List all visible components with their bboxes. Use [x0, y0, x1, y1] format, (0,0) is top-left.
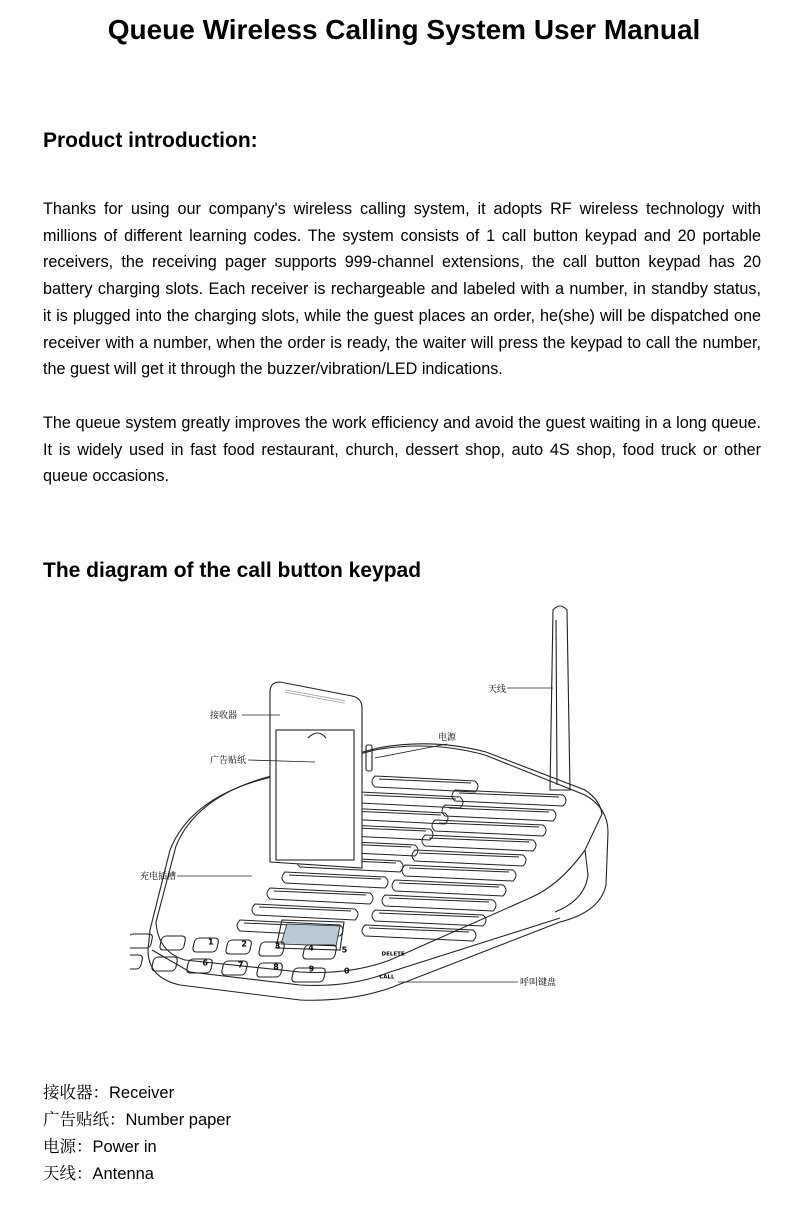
charging-slot	[372, 776, 478, 792]
diagram-heading: The diagram of the call button keypad	[43, 559, 422, 582]
document-title: Queue Wireless Calling System User Manual	[107, 14, 701, 45]
charging-slot-groove	[389, 898, 489, 902]
svg-text:DELETE: DELETE	[381, 951, 405, 958]
charging-slot-groove	[439, 823, 539, 827]
charging-slot-groove	[449, 808, 549, 812]
charging-slot	[357, 792, 463, 808]
receiver-pager	[270, 682, 362, 868]
legend	[43, 1080, 231, 1188]
keypad-buttons	[130, 934, 405, 982]
intro-paragraph: Thanks for using our company's wireless calling system, it adopts RF wireless technology with millions of different learning codes. The system consists of 1 call button keypad and 20 portable receivers, the receiving pager supports 999-channel extensions, the call button keypad has 20 battery charging slots. Each receiver is rechargeable and labeled with a number, in standby status, it is plugged into the charging slots, while the guest places an order, he(she) will be dispatched one receiver with a number, when the order is ready, the waiter will press the keypad to call the number, the guest will get it through the buzzer/vibration/LED indications.	[43, 200, 761, 379]
charging-slot-groove	[409, 868, 509, 872]
legend-item-receiver: 接收器：Receiver	[43, 1084, 175, 1102]
keypad-diagram	[130, 600, 630, 1030]
charging-slot	[442, 805, 556, 821]
svg-text:6: 6	[202, 958, 208, 968]
charging-slot	[402, 865, 516, 881]
legend-item-power: 电源：Power in	[43, 1138, 157, 1156]
charging-slot-groove	[259, 907, 351, 911]
keypad-key	[302, 945, 405, 959]
callout-power: 电源	[438, 733, 457, 743]
charging-slot	[452, 790, 566, 806]
power-socket	[366, 745, 372, 771]
legend-item-number-paper: 广告贴纸：Number paper	[43, 1111, 231, 1129]
antenna-icon	[550, 606, 570, 790]
callout-keypad: 呼叫键盘	[520, 978, 557, 988]
svg-text:3: 3	[274, 941, 281, 951]
charging-slot	[412, 850, 526, 866]
svg-text:8: 8	[273, 962, 279, 972]
charging-slot-groove	[274, 891, 366, 895]
callout-antenna: 天线	[488, 685, 507, 695]
charging-slot-groove	[349, 811, 441, 815]
callout-number-paper: 广告贴纸	[210, 756, 247, 766]
charging-slot-groove	[459, 793, 559, 797]
charging-slot	[432, 820, 546, 836]
svg-text:1: 1	[207, 937, 214, 947]
svg-text:7: 7	[237, 960, 244, 970]
charging-slot	[372, 910, 486, 926]
charging-slot-groove	[379, 779, 471, 783]
svg-text:0: 0	[344, 966, 350, 976]
number-paper-label	[276, 730, 354, 860]
charging-slot-groove	[364, 795, 456, 799]
charging-slot-groove	[289, 875, 381, 879]
keypad-base	[148, 744, 608, 1000]
legend-item-antenna: 天线：Antenna	[43, 1165, 154, 1183]
charging-slot-groove	[429, 838, 529, 842]
charging-slot	[422, 835, 536, 851]
callout-charging-slot: 充电插槽	[140, 872, 177, 882]
charging-slot-groove	[419, 853, 519, 857]
svg-text:4: 4	[308, 943, 314, 953]
product-introduction-heading: Product introduction:	[43, 129, 258, 152]
svg-text:2: 2	[241, 939, 247, 949]
keypad-key	[256, 963, 350, 977]
usage-paragraph: The queue system greatly improves the work efficiency and avoid the guest waiting in a long queue. It is widely used in fast food restaurant, church, dessert shop, auto 4S shop, food truck or other queue occasions.	[43, 414, 761, 486]
charging-slot	[267, 888, 373, 904]
charging-slot	[282, 872, 388, 888]
callout-receiver: 接收器	[210, 711, 238, 721]
charging-slot	[392, 880, 506, 896]
svg-text:9: 9	[308, 964, 315, 974]
charging-slot	[382, 895, 496, 911]
charging-slot-groove	[369, 928, 469, 932]
charging-slot	[362, 925, 476, 941]
svg-text:5: 5	[341, 945, 348, 955]
charging-slot	[252, 904, 358, 920]
charging-slot-groove	[399, 883, 499, 887]
charging-slot-groove	[379, 913, 479, 917]
svg-text:CALL: CALL	[379, 974, 395, 981]
